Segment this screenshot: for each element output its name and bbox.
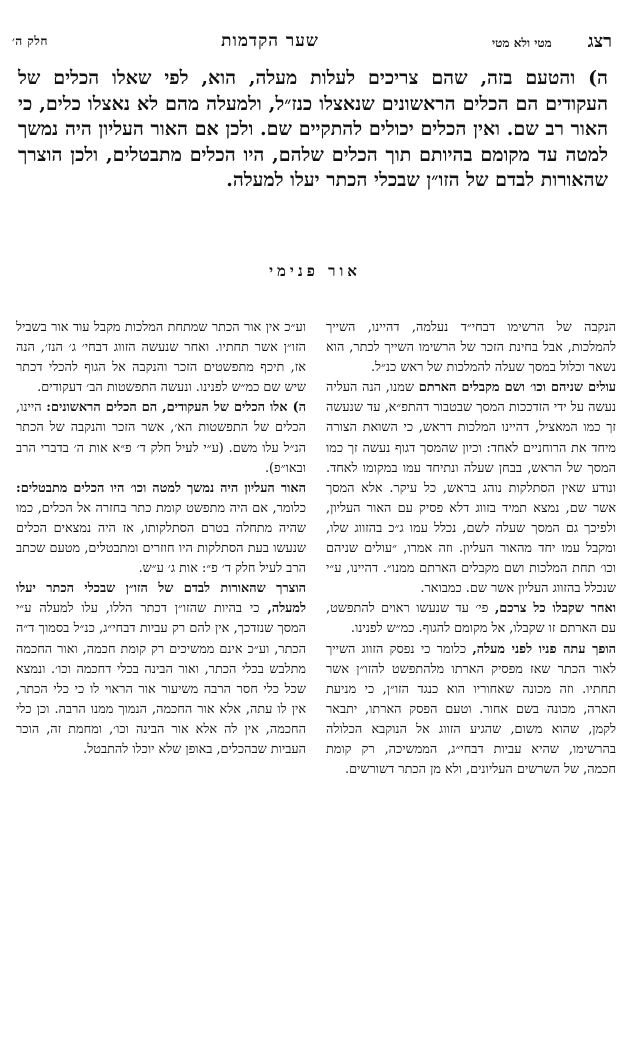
- paragraph-text: הנקבה של הרשימו דבחי״ד נעלמה, דהיינו, השייך להמלכות, אבל בחינת הזכר של הרשימו השייך לכתר, הוא נשאר וכלול במסך שעלה להמלכות של ראש כנ״ל.: [326, 320, 616, 376]
- header-book-part: חלק ה׳: [12, 33, 49, 48]
- paragraph: [326, 640, 616, 781]
- header-right-group: [492, 31, 612, 52]
- paragraph-heading: האור העליון היה נמשך למטה וכו׳ היו הכלים מתבטלים:: [16, 480, 306, 496]
- commentary-column-left: [16, 318, 306, 1036]
- paragraph: [16, 398, 306, 478]
- paragraph-text: כי בהיות שהזו״ן דכתר הללו, עלו למעלה ע״י המסך שנזדכך, אין להם רק עביות דבחי״ג, כנ״ל בסמוך ד״ה הכתר, וע״כ אינם ממשיכים רק קומת חכמה, ואור החכמה מתלבש בכלי הכתר, ואור הבינה בכלי דחכמה וכו׳. ונמצא שכל כלי חסר הרבה משיעור אור הראוי לו כי כלי הכתר, אין לו עתה, אלא אור החכמה, הנמוך ממנו הרבה. וכן כלי החכמה, אין לה אלא אור הבינה וכו׳, ומחמת זה, הוכר העביות שבהכלים, באופן שלא יוכלו להתבטל.: [16, 601, 306, 757]
- paragraph-heading: הופך עתה פניו לפני מעלה,: [472, 641, 616, 657]
- paragraph: [16, 579, 306, 760]
- paragraph: [16, 318, 306, 398]
- paragraph-heading: עולים שניהם וכו׳ ושם מקבלים הארתם: [418, 380, 616, 396]
- intro-paragraph: ה) והטעם בזה, שהם צריכים לעלות מעלה, הוא, לפי שאלו הכלים של העקודים הם הכלים הראשונים שנאצלו כנז״ל, ולמעלה מהם לא נאצלו כלים, כי האור רב שם. ואין הכלים יכולים להתקיים שם. ולכן אם האור העליון היה נמשך למטה עד מקומם בהיותם תוך הכלים שלהם, היו הכלים מתבטלים, ולכן הוצרך שהאורות לבדם של הזו״ן שבכלי הכתר יעלו למעלה.: [18, 67, 608, 191]
- header-subsection: מטי ולא מטי: [492, 35, 552, 50]
- paragraph: [326, 378, 616, 599]
- paragraph-heading: ה) אלו הכלים של העקודים, הם הכלים הראשונים:: [46, 400, 306, 416]
- page-number: רצג: [587, 30, 612, 52]
- header-section-name: שער הקדמות: [221, 31, 319, 51]
- paragraph-text: כלומר כי נפסק הזווג השייך לאור הכתר שאז מפסיק הארתו מלהתפשט להזו״ן אשר תחתיו. וזה מכונה שאחוריו הוא כנגד הזו״ן, כי מניעת הארה, מכונה בשם אחור. וטעם הפסק הארתו, יתבאר לקמן, שהוא משום, שהגיע הזווג אל הנוקבא הכלולה בהרשימו, שהיא עביות דבחי״ג, הממשיכה, רק קומת חכמה, של השרשים העליונים, ולא מן הכתר דשורשים.: [326, 641, 616, 778]
- paragraph-text: שמנו, הנה העליה נעשה על ידי הזדככות המסך שבטבור דהתפ״א, עד שנעשה זך כמו המאציל, דהיינו המלכות דראש, כי השואת הצורה מיחד את הרוחניים לאחד: וכיון שהמסך דגוף נעשה זך כמו המסך של הראש, בבחן שעלה ונתיחד עמו במקומו לאחד. ונודע שאין הסתלקות נוהג בראש, כל עיקר. אלא המסך אשר שם, נמצא תמיד בזווג דלא פסיק עם האור העליון, ולפיכך גם המסך שעלה לשם, נכלל עמו ג״כ בהזווג שלו, ומקבל עמו יחד מהאור העליון. וזה אמרו, ״עולים שניהם וכו׳ תחת המלכות ושם מקבלים הארתם ממנו״. דהיינו, ע״י שנכלל בהזווג העליון אשר שם. כמבואר.: [326, 380, 616, 597]
- commentary-column-right: [326, 318, 616, 1036]
- paragraph-text: פי׳ עד שנעשו ראוים להתפשט, עם הארתם זו שקבלו, אל מקומם להגוף. כמ״ש לפנינו.: [326, 601, 616, 637]
- paragraph-heading: ואחר שקבלו כל צרכם,: [494, 601, 616, 617]
- running-header: [12, 30, 612, 52]
- paragraph-heading: הוצרך שהאורות לבדם של הזו״ן שבכלי הכתר יעלו למעלה,: [16, 581, 306, 617]
- paragraph-text: היינו, הכלים של התפשטות הא׳, אשר הזכר והנקבה של הכתר הנ״ל עלו משם. (ע״י לעיל חלק ד׳ פ״א אות ה׳ בדברי הרב ובאו״פ).: [16, 400, 306, 476]
- paragraph-text: כלומר, אם היה מתפשט קומת כתר בחזרה אל הכלים, כמו שהיה מתחלה בטרם הסתלקותו, אז היה נמצאים הכלים שנעשו בעת הסתלקות היו חוזרים ומתבטלים, מטעם שכתב הרב לעיל חלק ד׳ פ״: אות ג׳ ע״ש.: [16, 500, 306, 577]
- paragraph: [326, 599, 616, 639]
- paragraph-text: וע״כ אין אור הכתר שמתחת המלכות מקבל עוד אור בשביל הזו״ן אשר תחתיו. ואחר שנעשה הזווג דבחי׳ ג׳ הנז׳, הנה אז, תיכף מתפשטים הזכר והנקבה אל הגוף להכלי דכתר שיש שם כמ״ש לפנינו. ונעשה התפשטות הב׳ דעקודים.: [16, 320, 306, 396]
- paragraph: [16, 479, 306, 579]
- section-title: אור פנימי: [269, 262, 361, 280]
- paragraph: [326, 318, 616, 378]
